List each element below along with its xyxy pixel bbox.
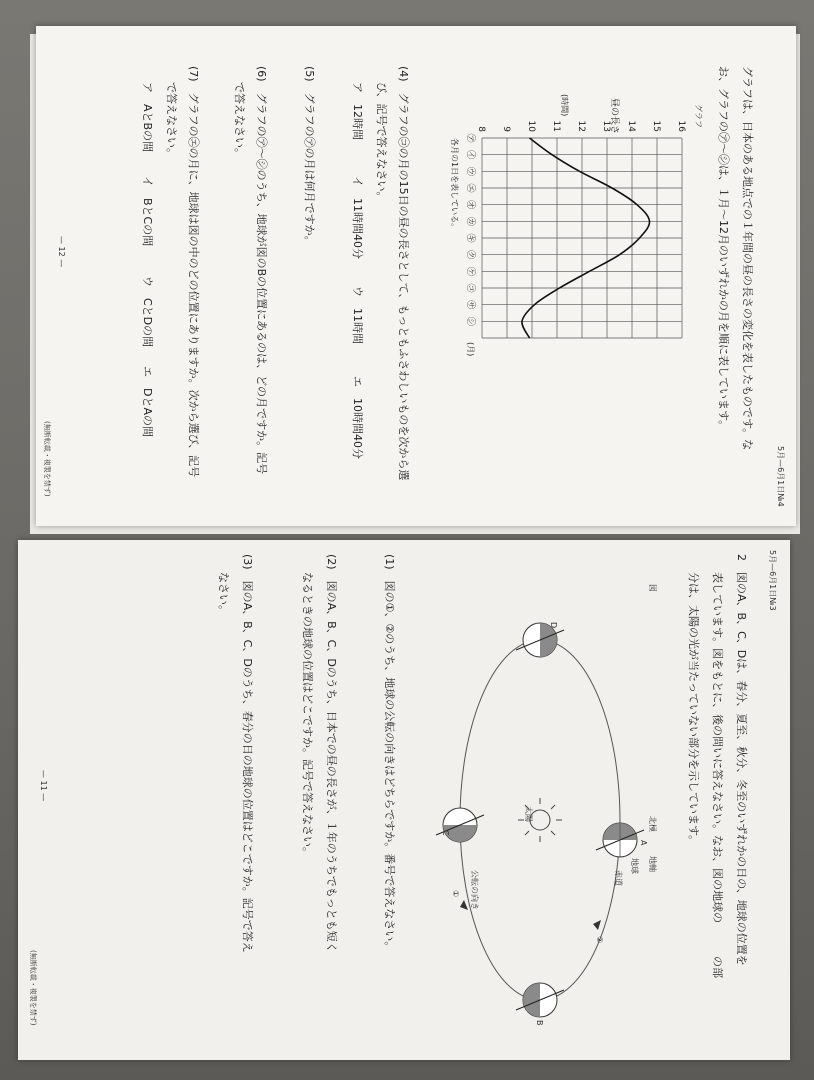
q4-option-b: イ 11時間40分 — [351, 176, 364, 259]
y-tick-label: 12 — [576, 120, 586, 132]
label-axis: 地軸 — [648, 856, 657, 872]
footer-note-right: (無断転載・複製を禁ず) — [43, 421, 51, 497]
arrow-2-icon — [593, 920, 601, 930]
earth-c — [436, 808, 484, 842]
label-north-pole: 北極 — [648, 816, 657, 832]
y-tick-label: 16 — [676, 120, 686, 132]
x-tick-label: ㋛ — [465, 316, 475, 326]
intro-line-2: お、グラフの㋐〜㋛は、１月〜12月のいずれかの月を順に表しています。 — [717, 66, 730, 432]
x-tick-label: ㋗ — [465, 250, 475, 260]
q4-line-2: び、記号で答えなさい。 — [375, 82, 388, 203]
x-tick-label: ㋐ — [465, 133, 475, 143]
x-tick-label: ㋘ — [465, 266, 475, 276]
q4-line-1: (4) グラフの㋙の月の15日の昼の長さとして、もっともふさわしいものを次から選 — [397, 66, 410, 481]
x-tick-label: ㋓ — [465, 183, 475, 193]
y-tick-label: 9 — [501, 126, 511, 132]
earth-a — [596, 823, 644, 857]
label-two: ② — [595, 936, 604, 944]
page-11 — [18, 540, 790, 1060]
q2-line-2: なるときの地球の位置はどこですか。記号で答えなさい。 — [301, 572, 314, 858]
x-tick-label: ㋕ — [465, 216, 475, 226]
q4-option-c: ウ 11時間 — [351, 286, 364, 344]
q7-line-1: (7) グラフの㋓の月に、地球は図の中のどの位置にありますか。次から選び、記号 — [187, 66, 200, 478]
q1: (1) 図の①、②のうち、地球の公転の向きはどちらですか。番号で答えなさい。 — [383, 554, 396, 953]
q4-option-d: エ 10時間40分 — [351, 376, 364, 459]
label-equator: 赤道 — [614, 870, 623, 886]
label-d: D — [549, 622, 558, 629]
page-12-content — [36, 26, 796, 526]
label-sun: 太陽 — [524, 806, 533, 822]
page-number-11: — 11 — — [39, 770, 48, 802]
x-tick-label: ㋙ — [465, 283, 475, 293]
intro-line-2: 表しています。図をもとに、後の問いに答えなさい。なお、図の地球の の部 — [711, 572, 724, 979]
q3-line-2: なさい。 — [217, 572, 230, 616]
q7-line-2: で答えなさい。 — [165, 82, 178, 159]
y-tick-label: 11 — [551, 120, 561, 132]
x-tick-label: ㋑ — [465, 150, 475, 160]
arrow-1-icon — [460, 900, 468, 910]
header-code-left: 5月—6月1日№3 — [768, 550, 777, 611]
y-tick-label: 15 — [651, 120, 661, 132]
graph-title: グラフ — [694, 104, 703, 128]
q6-line-2: で答えなさい。 — [233, 82, 246, 159]
label-revolution: 公転の向き — [470, 870, 479, 910]
q7-option-c: ウ CとDの間 — [141, 276, 154, 348]
y-tick-label: 10 — [526, 120, 536, 132]
page-11-content — [18, 540, 790, 1060]
header-code: 5月—6月1日№4 — [776, 446, 785, 507]
y-tick-label: 8 — [476, 126, 486, 132]
page-12 — [36, 26, 796, 526]
y-tick-label: 14 — [626, 120, 636, 132]
x-tick-label: ㋚ — [465, 300, 475, 310]
orbit-ellipse — [460, 640, 620, 1000]
q5: (5) グラフの㋐の月は何月ですか。 — [303, 66, 316, 247]
q3-line-1: (3) 図のA、B、C、Dのうち、春分の日の地球の位置はどこですか。記号で答え — [241, 554, 254, 953]
q7-option-d: エ DとAの間 — [141, 366, 154, 437]
x-tick-label: ㋒ — [465, 166, 475, 176]
label-a: A — [639, 840, 648, 846]
label-earth: 地球 — [630, 858, 639, 874]
figure-label: 図 — [648, 584, 657, 592]
x-tick-label: ㋖ — [465, 233, 475, 243]
y-tick-label: 13 — [601, 120, 611, 132]
page-number-12: — 12 — — [57, 236, 66, 268]
label-c: C — [441, 830, 450, 836]
label-one: ① — [451, 890, 460, 898]
y-unit-label: (時間) — [560, 94, 569, 117]
earth-b — [516, 983, 564, 1017]
label-b: B — [535, 1020, 544, 1026]
orbit-diagram — [430, 600, 660, 1040]
y-axis-label: 昼の長さ — [609, 98, 619, 135]
q4-option-a: ア 12時間 — [351, 82, 364, 140]
q2-line-1: (2) 図のA、B、C、Dのうち、日本での昼の長さが、１年のうちでもっとも短く — [325, 554, 338, 953]
x-unit-label: (月) — [466, 342, 475, 357]
intro-line-3: 分は、太陽の光が当たっていない部分を示しています。 — [687, 572, 700, 847]
intro-line-1: グラフは、日本のある地点での１年間の昼の長さの変化を表したものです。な — [741, 66, 754, 451]
q7-option-a: ア AとBの間 — [141, 82, 154, 153]
x-tick-label: ㋔ — [465, 200, 475, 210]
footer-note-left: (無断転載・複製を禁ず) — [29, 950, 37, 1026]
intro-line-1: 2 図のA、B、C、Dは、春分、夏至、秋分、冬至のいずれかの日の、地球の位置を — [735, 554, 748, 966]
q7-option-b: イ BとCの間 — [141, 176, 154, 247]
q6-line-1: (6) グラフの㋐〜㋛のうち、地球が図のBの位置にあるのは、どの月ですか。記号 — [255, 66, 268, 475]
day-length-graph — [432, 86, 692, 366]
graph-note: 各月の1日を表している。 — [450, 138, 459, 232]
